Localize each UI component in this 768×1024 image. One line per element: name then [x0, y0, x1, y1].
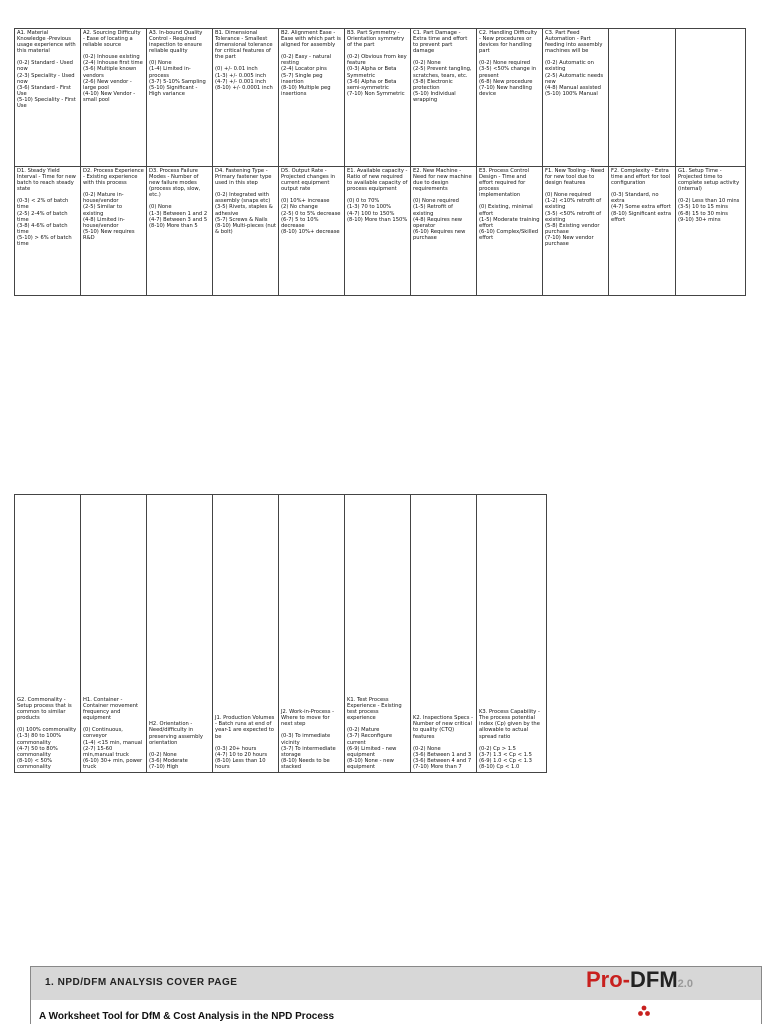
- grid-cell: K3. Process Capability - The process potential index (Cp) given by the allowable to actual spread ratio (0-2) Cp > 1.5 (3-7) 1.3 < Cp < 1.5 (6-9) 1.0 < Cp < 1.3 (8-10) Cp < 1.0: [477, 495, 547, 773]
- grid-cell: D2. Process Experience - Existing experience with this process (0-2) Mature in-house/vendor (2-5) Similar to existing (4-8) Limited in-house/vendor (5-10) New requires R&D: [81, 167, 147, 296]
- factor-grid-top: [14, 28, 746, 296]
- grid-cell: E2. New Machine - Need for new machine due to design requirements (0) None required (1-5) Retrofit of existing (4-8) Requires new operator (6-10) Requires new purchase: [411, 167, 477, 296]
- cover-page-header: [30, 966, 762, 1024]
- grid-cell: H1. Container - Container movement frequency and equipment (0) Continuous, conveyor (1-4) <15 min, manual (2-7) 15-60 min,manual truck (6-10) 30+ min, power truck: [81, 495, 147, 773]
- cover-title: 1. NPD/DFM ANALYSIS COVER PAGE: [45, 977, 238, 988]
- grid-cell: G1. Setup Time - Projected time to complete setup activity (internal) (0-2) Less than 10 mins (3-5) 10 to 15 mins (6-8) 15 to 30 mins (9-10) 30+ mins: [676, 167, 746, 296]
- cover-subtitle-row: [30, 1000, 762, 1024]
- grid-cell: A2. Sourcing Difficulty - Ease of locating a reliable source (0-2) Inhouse existing (2-4) Inhouse first time (3-6) Multiple known vendors (2-6) New vendor - large pool (4-10) New Vendor - small pool: [81, 29, 147, 167]
- grid-cell-empty: [609, 29, 676, 167]
- grid-cell-empty: [676, 29, 746, 167]
- grid-cell: G2. Commonality - Setup process that is common to similar products (0) 100% commonality (1-3) 80 to 100% commonality (4-7) 50 to 80% commonality (8-10) < 50% commonality: [15, 495, 81, 773]
- logo-dfm-text: DFM: [630, 967, 678, 992]
- grid-cell: A3. In-bound Quality Control - Required inspection to ensure reliable quality (0) None (1-4) Limited in-process (3-7) 5-10% Sampling (5-10) Significant - High variance: [147, 29, 213, 167]
- factor-grid-bottom: [14, 494, 547, 773]
- grid-cell: J1. Production Volumes - Batch runs at end of year-1 are expected to be (0-3) 20+ hours (4-7) 10 to 20 hours (8-10) Less than 10 hours: [213, 495, 279, 773]
- grid-cell: A1. Material Knowledge -Previous usage experience with this material (0-2) Standard - Used now (2-3) Speciality - Used now (3-6) Standard - First Use (5-10) Speciality - First Use: [15, 29, 81, 167]
- logo-version: 2.0: [677, 978, 693, 990]
- grid-cell: F1. New Tooling - Need for new tool due to design features (0) None required (1-2) <10% retrofit of existing (3-5) <50% retrofit of existing (5-8) Existing vendor purchase (7-10) New vendor purchase: [543, 167, 609, 296]
- grid-cell: D1. Steady Yield Interval - Time for new batch to reach steady state (0-3) < 2% of batch time (2-5) 2-4% of batch time (3-8) 4-6% of batch time (5-10) > 6% of batch time: [15, 167, 81, 296]
- grid-cell: C2. Handling Difficulty - New procedures or devices for handling part (0-2) None required (3-5) <50% change in present (6-8) New procedure (7-10) New handling device: [477, 29, 543, 167]
- grid-row-1: [15, 29, 746, 167]
- cover-subtitle: A Worksheet Tool for DfM & Cost Analysis in the NPD Process: [39, 1011, 335, 1022]
- grid-cell: D3. Process Failure Modes - Number of new failure modes (process stop, slow, etc.) (0) None (1-3) Between 1 and 2 (4-7) Between 3 and 5 (8-10) More than 5: [147, 167, 213, 296]
- grid-row-2: [15, 167, 746, 296]
- company-mark-icon: [636, 1004, 652, 1020]
- grid-cell: D5. Output Rate - Projected changes in current equipment output rate (0) 10%+ increase (2) No change (2-5) 0 to 5% decrease (6-7) 5 to 10% decrease (8-10) 10%+ decrease: [279, 167, 345, 296]
- pro-dfm-logo: [586, 967, 693, 993]
- grid-cell: E3. Process Control Design - Time and effort required for process implementation (0) Existing, minimal effort (1-5) Moderate training effort (6-10) Complex/Skilled effort: [477, 167, 543, 296]
- grid-cell: D4. Fastening Type - Primary fastener type used in this step (0-2) Integrated with assembly (snaps etc) (3-5) Rivets, staples & adhesive (5-7) Screws & Nails (8-10) Multi-pieces (nut & bolt): [213, 167, 279, 296]
- grid-cell: H2. Orientation - Need/difficulty in preserving assembly orientation (0-2) None (3-6) Moderate (7-10) High: [147, 495, 213, 773]
- grid-cell: C1. Part Damage - Extra time and effort to prevent part damage (0-2) None (2-5) Prevent tangling, scratches, tears, etc. (3-8) Electronic protection (5-10) Individual wrapping: [411, 29, 477, 167]
- grid-cell: B2. Alignment Ease - Ease with which part is aligned for assembly (0-2) Easy - natural resting (2-4) Locator pins (5-7) Single peg insertion (8-10) Multiple peg insertions: [279, 29, 345, 167]
- grid-cell: J2. Work-in-Process - Where to move for next step (0-3) To immediate vicinity (3-7) To intermediate storage (8-10) Needs to be stacked: [279, 495, 345, 773]
- grid-cell: B1. Dimensional Tolerance - Smallest dimensional tolerance for critical features of the part (0) +/- 0.01 inch (1-3) +/- 0.005 inch (4-7) +/- 0.001 inch (8-10) +/- 0.0001 inch: [213, 29, 279, 167]
- grid-cell: K1. Test Process Experience - Existing test process experience (0-2) Mature (3-7) Reconfigure current (6-9) Limited - new equipment (8-10) None - new equipment: [345, 495, 411, 773]
- logo-pro-text: Pro-: [586, 967, 630, 992]
- grid-cell: C3. Part Feed Automation - Part feeding into assembly machines will be (0-2) Automatic on existing (2-5) Automatic needs new (4-8) Manual assisted (5-10) 100% Manual: [543, 29, 609, 167]
- grid-cell: K2. Inspections Specs - Number of new critical to quality (CTQ) features (0-2) None (3-6) Between 1 and 3 (3-6) Between 4 and 7 (7-10) More than 7: [411, 495, 477, 773]
- grid-cell: B3. Part Symmetry - Orientation symmetry of the part (0-2) Obvious from key feature (0-3) Alpha or Beta Symmetric (3-6) Alpha or Beta semi-symmetric (7-10) Non Symmetric: [345, 29, 411, 167]
- grid-cell: F2. Complexity - Extra time and effort for tool configuration (0-3) Standard, no extra (4-7) Some extra effort (8-10) Significant extra effort: [609, 167, 676, 296]
- grid-row: [15, 495, 547, 773]
- cover-title-bar: [30, 966, 762, 1000]
- grid-cell: E1. Available capacity - Ratio of new required to available capacity of process equipment (0) 0 to 70% (1-3) 70 to 100% (4-7) 100 to 150% (8-10) More than 150%: [345, 167, 411, 296]
